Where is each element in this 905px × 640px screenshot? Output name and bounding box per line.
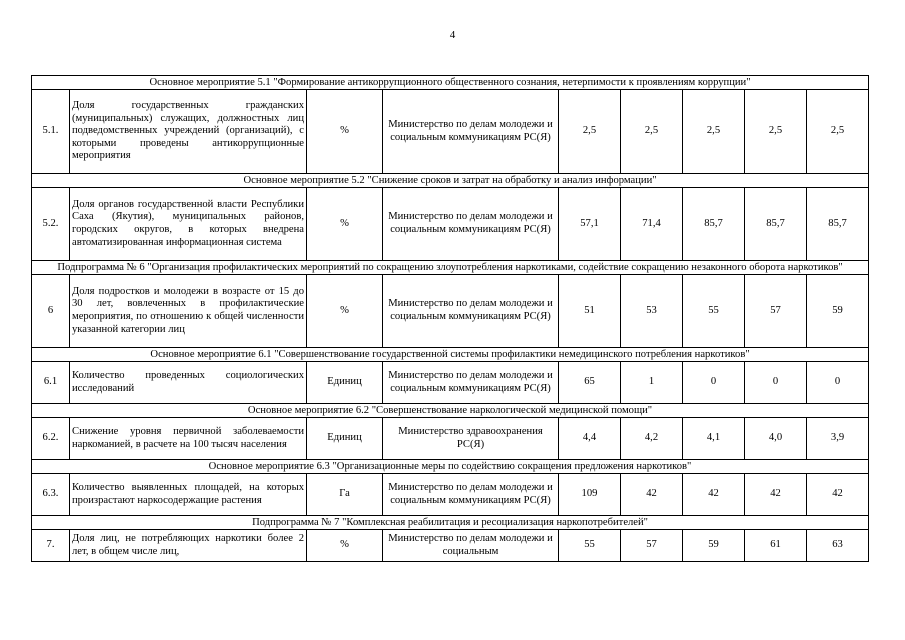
indicator-value: 42 [621,474,683,516]
indicators-table [31,75,869,562]
indicator-value: 3,9 [807,418,869,460]
unit-of-measure: Единиц [307,418,383,460]
row-number: 6.2. [32,418,70,460]
responsible-body: Министерство по делам молодежи и социальным коммуникациям РС(Я) [383,474,559,516]
indicator-value: 4,4 [559,418,621,460]
indicator-value: 71,4 [621,188,683,261]
indicator-value: 2,5 [683,90,745,174]
indicator-name: Снижение уровня первичной заболеваемости наркоманией, в расчете на 100 тысяч населения [70,418,307,460]
section-header-row [32,348,869,362]
responsible-body: Министерство по делам молодежи и социальным коммуникациям РС(Я) [383,90,559,174]
section-header-row [32,516,869,530]
unit-of-measure: Га [307,474,383,516]
indicator-value: 1 [621,362,683,404]
indicator-value: 55 [559,530,621,562]
indicator-row [32,362,869,404]
unit-of-measure: % [307,530,383,562]
row-number: 5.2. [32,188,70,261]
section-title: Основное мероприятие 6.3 "Организационные меры по содействию сокращения предложения наркотиков" [32,460,869,474]
section-title: Основное мероприятие 6.2 "Совершенствование наркологической медицинской помощи" [32,404,869,418]
indicator-name: Доля органов государственной власти Республики Саха (Якутия), муниципальных районов, городских округов, в которых внедрена автоматизированная информационная система [70,188,307,261]
section-title: Подпрограмма № 7 "Комплексная реабилитация и ресоциализация наркопотребителей" [32,516,869,530]
indicator-value: 42 [745,474,807,516]
indicator-name: Количество выявленных площадей, на которых произрастают наркосодержащие растения [70,474,307,516]
responsible-body: Министерство по делам молодежи и социальным коммуникациям РС(Я) [383,275,559,348]
row-number: 6.3. [32,474,70,516]
indicator-value: 63 [807,530,869,562]
section-title: Основное мероприятие 5.1 "Формирование антикоррупционного общественного сознания, нетерпимости к проявлениям коррупции" [32,76,869,90]
page-number: 4 [449,29,456,41]
unit-of-measure: % [307,275,383,348]
responsible-body: Министерство по делам молодежи и социальным коммуникациям РС(Я) [383,362,559,404]
indicator-value: 42 [807,474,869,516]
row-number: 5.1. [32,90,70,174]
responsible-body: Министерство здравоохранения РС(Я) [383,418,559,460]
indicator-value: 59 [683,530,745,562]
indicator-value: 61 [745,530,807,562]
row-number: 6 [32,275,70,348]
indicator-value: 65 [559,362,621,404]
indicator-value: 42 [683,474,745,516]
indicator-value: 59 [807,275,869,348]
indicator-value: 4,1 [683,418,745,460]
section-header-row [32,460,869,474]
indicator-value: 53 [621,275,683,348]
indicator-value: 0 [807,362,869,404]
indicator-value: 2,5 [745,90,807,174]
indicator-row [32,474,869,516]
section-header-row [32,174,869,188]
unit-of-measure: % [307,90,383,174]
indicator-name: Доля лиц, не потребляющих наркотики более 2 лет, в общем числе лиц, [70,530,307,562]
indicator-row [32,530,869,562]
responsible-body: Министерство по делам молодежи и социальным [383,530,559,562]
section-header-row [32,76,869,90]
indicator-row [32,90,869,174]
indicator-row [32,188,869,261]
unit-of-measure: Единиц [307,362,383,404]
indicator-value: 109 [559,474,621,516]
indicator-name: Количество проведенных социологических исследований [70,362,307,404]
indicator-value: 51 [559,275,621,348]
indicator-value: 57 [621,530,683,562]
responsible-body: Министерство по делам молодежи и социальным коммуникациям РС(Я) [383,188,559,261]
indicator-value: 4,2 [621,418,683,460]
indicator-value: 0 [745,362,807,404]
indicator-value: 4,0 [745,418,807,460]
indicator-value: 57 [745,275,807,348]
indicator-name: Доля подростков и молодежи в возрасте от 15 до 30 лет, вовлеченных в профилактические мероприятия, по отношению к общей численности указанной категории лиц [70,275,307,348]
indicator-value: 0 [683,362,745,404]
indicator-value: 57,1 [559,188,621,261]
indicator-value: 55 [683,275,745,348]
row-number: 6.1 [32,362,70,404]
section-title: Основное мероприятие 6.1 "Совершенствование государственной системы профилактики немедицинского потребления наркотиков" [32,348,869,362]
indicator-value: 2,5 [807,90,869,174]
section-header-row [32,261,869,275]
indicator-value: 2,5 [621,90,683,174]
indicator-value: 2,5 [559,90,621,174]
indicator-name: Доля государственных гражданских (муниципальных) служащих, должностных лиц подведомственных учреждений (организаций), с которыми проведены антикоррупционные мероприятия [70,90,307,174]
section-header-row [32,404,869,418]
indicator-value: 85,7 [807,188,869,261]
section-title: Подпрограмма № 6 "Организация профилактических мероприятий по сокращению злоупотребления наркотиками, содействие сокращению незаконного оборота наркотиков" [32,261,869,275]
indicator-value: 85,7 [745,188,807,261]
indicator-row [32,418,869,460]
indicator-value: 85,7 [683,188,745,261]
row-number: 7. [32,530,70,562]
unit-of-measure: % [307,188,383,261]
indicator-row [32,275,869,348]
section-title: Основное мероприятие 5.2 "Снижение сроков и затрат на обработку и анализ информации" [32,174,869,188]
